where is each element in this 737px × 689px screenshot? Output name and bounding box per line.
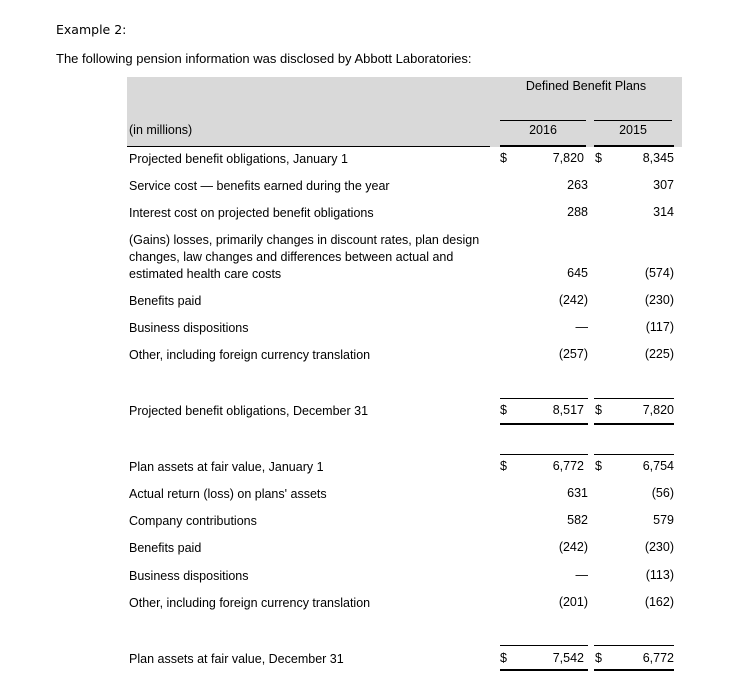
currency-symbol-2016: $	[500, 151, 507, 165]
group-header: Defined Benefit Plans	[525, 79, 647, 93]
value-2015: 6,754	[642, 459, 674, 473]
value-2015: (230)	[644, 540, 674, 554]
value-2015: (113)	[645, 568, 674, 582]
row-label: Benefits paid	[129, 541, 202, 555]
rule-end-2016-bottom	[500, 669, 588, 671]
col-header-2015: 2015	[619, 123, 647, 137]
value-2016: 263	[567, 178, 588, 192]
currency-symbol-2015: $	[595, 651, 602, 665]
value-2016: 6,772	[552, 459, 584, 473]
row-label: Business dispositions	[129, 321, 249, 335]
rule-2015-head	[594, 145, 674, 147]
currency-symbol-2016: $	[500, 651, 507, 665]
value-2016: —	[575, 568, 588, 582]
value-2015: 8,345	[642, 151, 674, 165]
value-2015: (162)	[644, 595, 674, 609]
value-2015: 314	[653, 205, 674, 219]
rule-pbo-2016-top	[500, 398, 588, 399]
value-2016: 645	[567, 266, 588, 280]
value-2016: (242)	[558, 540, 588, 554]
value-2016: 631	[567, 486, 588, 500]
intro-text: The following pension information was disclosed by Abbott Laboratories:	[56, 51, 472, 66]
rule-2016-top	[500, 120, 586, 121]
row-label: Projected benefit obligations, December 31	[129, 404, 369, 418]
row-label: Actual return (loss) on plans' assets	[129, 487, 327, 501]
rule-pbo-2015-bottom	[594, 423, 674, 425]
value-2015: 579	[653, 513, 674, 527]
value-2016: 7,542	[552, 651, 584, 665]
value-2016: 582	[567, 513, 588, 527]
currency-symbol-2015: $	[595, 459, 602, 473]
value-2016: (242)	[558, 293, 588, 307]
rule-pbo-2015-top	[594, 398, 674, 399]
col-header-2016: 2016	[529, 123, 557, 137]
row-label: Service cost — benefits earned during the year	[129, 179, 390, 193]
value-2016: (201)	[558, 595, 588, 609]
row-label: Other, including foreign currency translation	[129, 348, 371, 362]
row-label: Company contributions	[129, 514, 257, 528]
row-label: Projected benefit obligations, January 1	[129, 152, 348, 166]
value-2015: 7,820	[642, 403, 674, 417]
row-label: Plan assets at fair value, January 1	[129, 460, 324, 474]
row-label: Benefits paid	[129, 294, 202, 308]
value-2016: (257)	[558, 347, 588, 361]
example-heading: Example 2:	[56, 22, 127, 37]
rule-2015-top	[594, 120, 672, 121]
row-label: Business dispositions	[129, 569, 249, 583]
rule-label-head	[127, 146, 490, 147]
unit-label: (in millions)	[129, 123, 193, 137]
rule-end-2015-bottom	[594, 669, 674, 671]
rule-end-2015-top	[594, 645, 674, 646]
rule-pbo-2016-bottom	[500, 423, 588, 425]
currency-symbol-2015: $	[595, 151, 602, 165]
rule-2016-head	[500, 145, 586, 147]
currency-symbol-2016: $	[500, 403, 507, 417]
value-2016: 7,820	[552, 151, 584, 165]
row-label: Plan assets at fair value, December 31	[129, 652, 344, 666]
rule-end-2016-top	[500, 645, 588, 646]
rule-assets-2015-top	[594, 454, 674, 455]
currency-symbol-2016: $	[500, 459, 507, 473]
value-2015: 6,772	[642, 651, 674, 665]
value-2016: —	[575, 320, 588, 334]
value-2015: (56)	[651, 486, 674, 500]
value-2016: 8,517	[552, 403, 584, 417]
value-2015: (225)	[644, 347, 674, 361]
row-label: Interest cost on projected benefit obligations	[129, 206, 374, 220]
row-label: (Gains) losses, primarily changes in discount rates, plan design changes, law changes and differences between actual and estimated health care costs	[129, 233, 480, 281]
value-2015: (230)	[644, 293, 674, 307]
value-2015: (117)	[645, 320, 674, 334]
value-2016: 288	[567, 205, 588, 219]
value-2015: (574)	[644, 266, 674, 280]
row-label: Other, including foreign currency translation	[129, 596, 371, 610]
rule-assets-2016-top	[500, 454, 588, 455]
currency-symbol-2015: $	[595, 403, 602, 417]
value-2015: 307	[653, 178, 674, 192]
